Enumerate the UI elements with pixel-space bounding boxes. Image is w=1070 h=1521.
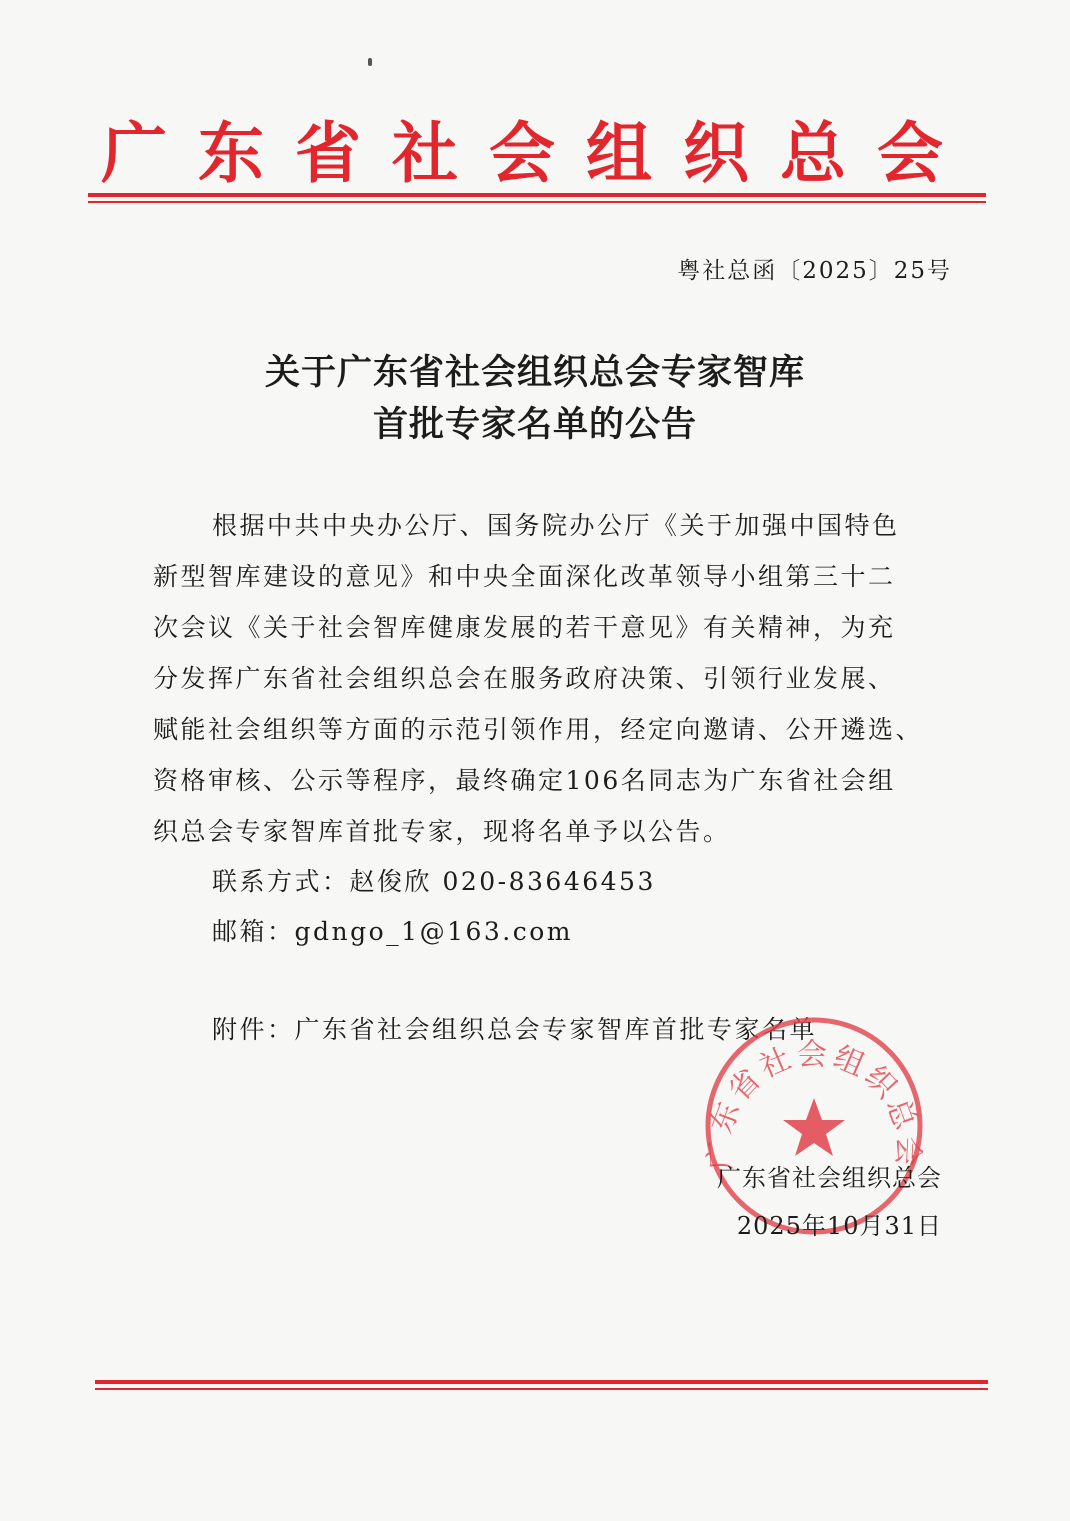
body-line: 新型智库建设的意见》和中央全面深化改革领导小组第三十二: [153, 562, 896, 591]
contact-line: 联系方式：赵俊欣 020-83646453: [212, 867, 656, 896]
email-line: 邮箱：gdngo_1@163.com: [212, 917, 573, 946]
title-line-1: 关于广东省社会组织总会专家智库: [264, 352, 805, 393]
body-line: 资格审核、公示等程序，最终确定106名同志为广东省社会组: [153, 766, 896, 795]
footer-rule-thin: [95, 1388, 988, 1390]
signature-organization: 广东省社会组织总会: [717, 1164, 942, 1192]
scan-mark: [368, 58, 372, 66]
title-line-2: 首批专家名单的公告: [372, 404, 697, 445]
footer-rule-thick: [95, 1380, 988, 1384]
attachment-line: 附件：广东省社会组织总会专家智库首批专家名单: [212, 1015, 818, 1044]
official-seal: [702, 1014, 926, 1238]
body-line: 织总会专家智库首批专家，现将名单予以公告。: [153, 817, 731, 846]
body-line: 根据中共中央办公厅、国务院办公厅《关于加强中国特色: [212, 511, 900, 540]
masthead-rule-thick: [88, 193, 986, 197]
masthead-title: 广东省社会组织总会: [101, 115, 974, 192]
signature-date: 2025年10月31日: [736, 1212, 942, 1240]
body-line: 分发挥广东省社会组织总会在服务政府决策、引领行业发展、: [153, 664, 896, 693]
body-line: 次会议《关于社会智库健康发展的若干意见》有关精神，为充: [153, 613, 896, 642]
seal-star-icon: [783, 1098, 845, 1156]
seal-text: 广东省社会组织总会: [702, 1037, 926, 1171]
body-line: 赋能社会组织等方面的示范引领作用，经定向邀请、公开遴选、: [153, 715, 924, 744]
document-number: 粤社总函〔2025〕25号: [677, 258, 952, 284]
masthead-rule-thin: [88, 201, 986, 203]
